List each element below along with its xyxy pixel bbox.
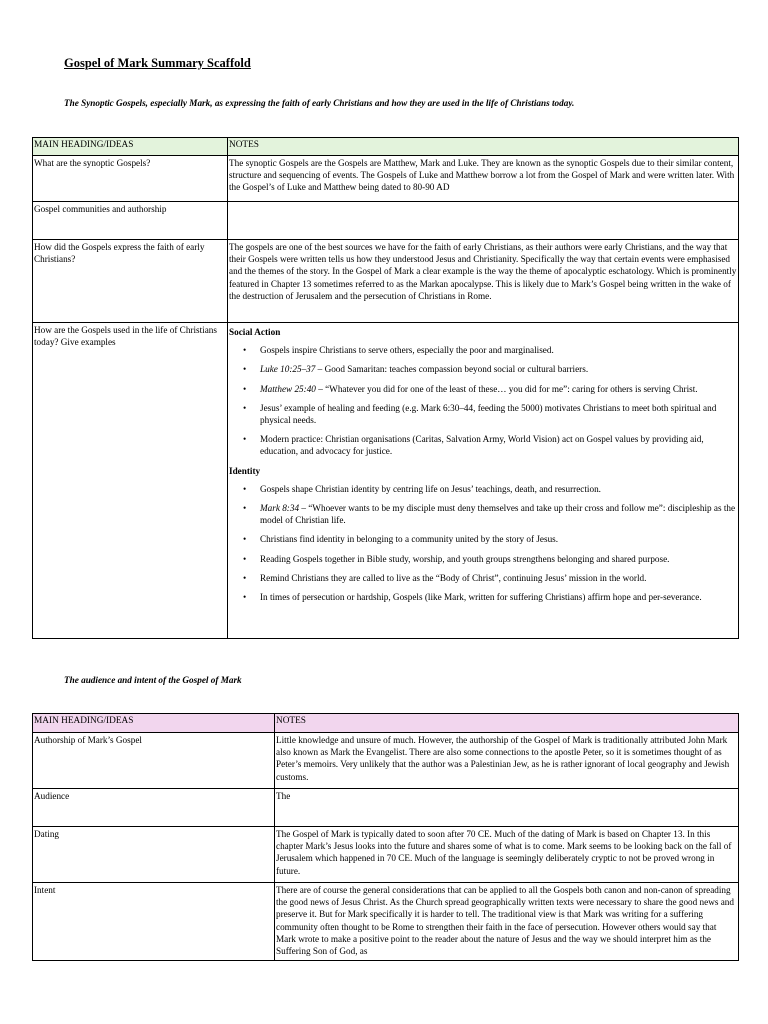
row-notes-authorship: Little knowledge and unsure of much. However, the authorship of the Gospel of Mark is traditionally attributed John Mark also known as Mark the Evangelist. There are also some connections to the apostle Peter, so it is sometimes thought of as Peter’s memoirs. Very unlikely that the author was a Palestinian Jew, as he is rather ignorant of local geography and Jewish customs. <box>275 733 739 789</box>
social-action-heading: Social Action <box>229 327 281 337</box>
row-notes-usage <box>228 323 739 639</box>
list-item: • Remind Christians they are called to live as the “Body of Christ”, continuing Jesus’ mission in the world. <box>260 572 738 584</box>
table-row <box>33 323 739 639</box>
section-heading-synoptic: The Synoptic Gospels, especially Mark, as expressing the faith of early Christians and how they are used in the life of Christians today. <box>64 98 575 108</box>
row-heading-dating: Dating <box>33 827 275 883</box>
header-main-heading: MAIN HEADING/IDEAS <box>33 138 228 156</box>
scripture-reference: Luke 10:25–37 <box>260 364 316 375</box>
list-item: • Gospels inspire Christians to serve others, especially the poor and marginalised. <box>260 344 738 356</box>
row-notes-intent: There are of course the general considerations that can be applied to all the Gospels both canon and non-canon of spreading the good news of Jesus Christ. As the Church spread geographically written texts were necessary to share the good news and preserve it. But for Mark specifically it is harder to tell. The traditional view is that Mark was writing for a suffering community often thought to be Rome to strengthen their faith in the face of persecution. However others would say that Mark wrote to make a positive point to the reader about the nature of Jesus and the way we should interpret him as the Suffering Son of God, as <box>275 883 739 961</box>
document-title: Gospel of Mark Summary Scaffold <box>64 56 251 70</box>
audience-intent-table <box>32 713 739 961</box>
list-item-text: – “Whoever wants to be my disciple must deny themselves and take up their cross and follow me”: discipleship as the model of Christian life. <box>260 503 736 526</box>
synoptic-notes-table <box>32 137 739 639</box>
table-row <box>33 883 739 961</box>
row-heading-authorship: Authorship of Mark’s Gospel <box>33 733 275 789</box>
row-notes-communities <box>228 202 739 240</box>
scripture-reference: Mark 8:34 <box>260 503 300 514</box>
row-heading-usage: How are the Gospels used in the life of Christians today? Give examples <box>33 323 228 639</box>
header-main-heading: MAIN HEADING/IDEAS <box>33 714 275 733</box>
row-heading-audience: Audience <box>33 789 275 827</box>
row-heading-intent: Intent <box>33 883 275 961</box>
row-notes-faith: The gospels are one of the best sources we have for the faith of early Christians, as their authors were early Christians, and the way that their Gospels were written tells us how they understood Jesus and Christianity. Specifically the way that certain events were emphasised and the themes of the story. In the Gospel of Mark a clear example is the way the theme of apocalyptic eschatology. Which is prominently featured in Chapter 13 sometimes referred to as the Markan apocalypse. This is likely due to Mark’s Gospel being written in the wake of the destruction of Jerusalem and the persecution of Christians in Rome. <box>228 240 739 323</box>
table-header-row <box>33 138 739 156</box>
table-row <box>33 733 739 789</box>
section-heading-audience: The audience and intent of the Gospel of Mark <box>64 675 242 685</box>
list-item: • Christians find identity in belonging to a community united by the story of Jesus. <box>260 533 738 545</box>
list-item <box>260 383 738 395</box>
table-header-row <box>33 714 739 733</box>
row-notes-synoptic-gospels: The synoptic Gospels are the Gospels are Matthew, Mark and Luke. They are known as the synoptic Gospels due to their similar content, structure and sequencing of events. The Gospels of Luke and Matthew borrow a lot from the Gospel of Mark and were written later. With the Gospel’s of Luke and Matthew being dated to 80-90 AD <box>228 156 739 202</box>
table-row <box>33 240 739 323</box>
social-action-list <box>229 344 738 457</box>
scripture-reference: Matthew 25:40 <box>260 383 316 394</box>
row-notes-audience: The <box>275 789 739 827</box>
row-heading-synoptic-gospels: What are the synoptic Gospels? <box>33 156 228 202</box>
row-heading-communities: Gospel communities and authorship <box>33 202 228 240</box>
list-item <box>260 502 738 526</box>
table-row <box>33 827 739 883</box>
list-item <box>260 363 738 375</box>
list-item: • Reading Gospels together in Bible study, worship, and youth groups strengthens belonging and shared purpose. <box>260 553 738 565</box>
table-row <box>33 156 739 202</box>
list-item: • Modern practice: Christian organisations (Caritas, Salvation Army, World Vision) act on Gospel values by providing aid, education, and advocacy for justice. <box>260 433 738 457</box>
table-row <box>33 789 739 827</box>
list-item-text: – Good Samaritan: teaches compassion beyond social or cultural barriers. <box>315 364 589 375</box>
identity-list <box>229 483 738 603</box>
header-notes: NOTES <box>275 714 739 733</box>
list-item-text: – “Whatever you did for one of the least of these… you did for me”: caring for others is serving Christ. <box>315 383 698 394</box>
row-notes-dating: The Gospel of Mark is typically dated to soon after 70 CE. Much of the dating of Mark is based on Chapter 13. In this chapter Mark’s Jesus looks into the future and shares some of what is to come. Mark seems to be looking back on the fall of Jerusalem which happened in 70 CE. Much of the language is seemingly deliberately cryptic to not be proved wrong in future. <box>275 827 739 883</box>
row-heading-faith: How did the Gospels express the faith of early Christians? <box>33 240 228 323</box>
list-item: • Jesus’ example of healing and feeding (e.g. Mark 6:30–44, feeding the 5000) motivates Christians to meet both spiritual and physical needs. <box>260 402 738 426</box>
list-item: • In times of persecution or hardship, Gospels (like Mark, written for suffering Christians) affirm hope and per-severance. <box>260 591 738 603</box>
table-row <box>33 202 739 240</box>
header-notes: NOTES <box>228 138 739 156</box>
identity-heading: Identity <box>229 465 261 476</box>
list-item: • Gospels shape Christian identity by centring life on Jesus’ teachings, death, and resurrection. <box>260 483 738 495</box>
